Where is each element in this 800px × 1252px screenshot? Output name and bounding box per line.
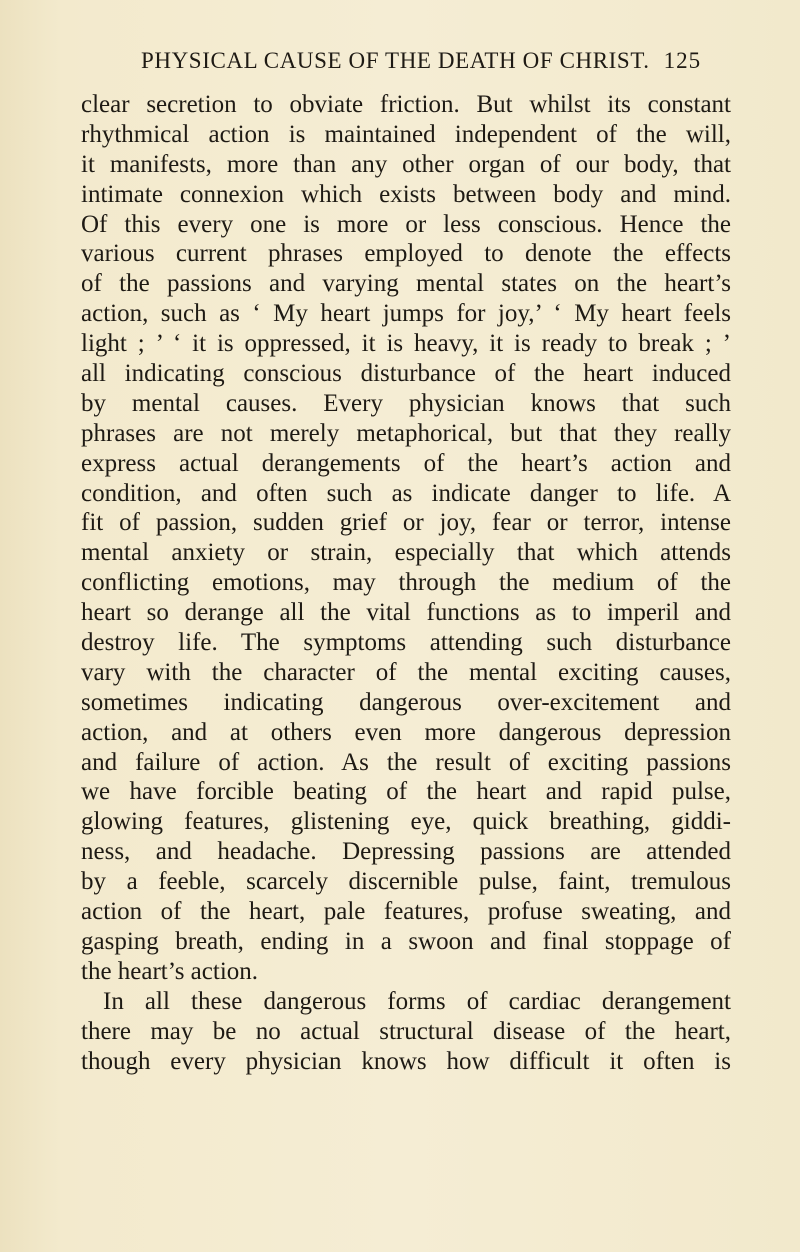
text-line: conflicting emotions, may through the medium of the [81, 569, 731, 597]
text-line: glowing features, glistening eye, quick breathing, giddi- [81, 808, 731, 836]
text-line: all indicating conscious disturbance of the heart induced [81, 360, 731, 388]
text-line: various current phrases employed to denote the effects [81, 240, 731, 268]
text-line: heart so derange all the vital functions as to imperil and [81, 599, 731, 627]
paragraph-end-line: the heart’s action. [81, 957, 259, 985]
text-line: ness, and headache. Depressing passions are attended [81, 838, 731, 866]
text-line: and failure of action. As the result of exciting passions [81, 748, 731, 776]
text-line: fit of passion, sudden grief or joy, fear or terror, intense [81, 509, 731, 537]
text-line: by mental causes. Every physician knows that such [81, 389, 731, 417]
text-line: destroy life. The symptoms attending such disturbance [81, 629, 731, 657]
text-line: Of this every one is more or less conscious. Hence the [81, 210, 731, 238]
text-line: phrases are not merely metaphorical, but that they really [81, 419, 731, 447]
text-line: sometimes indicating dangerous over-excitement and [81, 688, 731, 716]
body-text [81, 90, 731, 1076]
text-line: gasping breath, ending in a swoon and final stoppage of [81, 927, 731, 955]
text-line: action of the heart, pale features, profuse sweating, and [81, 898, 731, 926]
text-line: rhythmical action is maintained independent of the will, [81, 120, 731, 148]
text-line: condition, and often such as indicate danger to life. A [81, 479, 731, 507]
text-line: mental anxiety or strain, especially that which attends [81, 539, 731, 567]
text-line: though every physician knows how difficult it often is [81, 1047, 731, 1075]
text-line: express actual derangements of the heart’s action and [81, 449, 731, 477]
text-line: by a feeble, scarcely discernible pulse, faint, tremulous [81, 868, 731, 896]
running-head [141, 48, 781, 80]
text-line: clear secretion to obviate friction. But whilst its constant [81, 91, 731, 118]
page-number: 125 [663, 48, 702, 73]
text-line: intimate connexion which exists between body and mind. [81, 180, 731, 208]
text-line: of the passions and varying mental states on the heart’s [81, 270, 731, 298]
text-line: we have forcible beating of the heart and rapid pulse, [81, 778, 731, 806]
text-line: action, and at others even more dangerous depression [81, 718, 731, 746]
text-line: vary with the character of the mental exciting causes, [81, 658, 731, 686]
text-line: action, such as ‘ My heart jumps for joy,’ ‘ My heart feels [81, 300, 731, 328]
running-title: PHYSICAL CAUSE OF THE DEATH OF CHRIST. [141, 48, 650, 73]
paragraph-start-line: In all these dangerous forms of cardiac derangement [103, 987, 731, 1015]
text-line: light ; ’ ‘ it is oppressed, it is heavy, it is ready to break ; ’ [81, 330, 731, 358]
text-line: there may be no actual structural disease of the heart, [81, 1017, 731, 1045]
text-line: it manifests, more than any other organ of our body, that [81, 150, 731, 178]
